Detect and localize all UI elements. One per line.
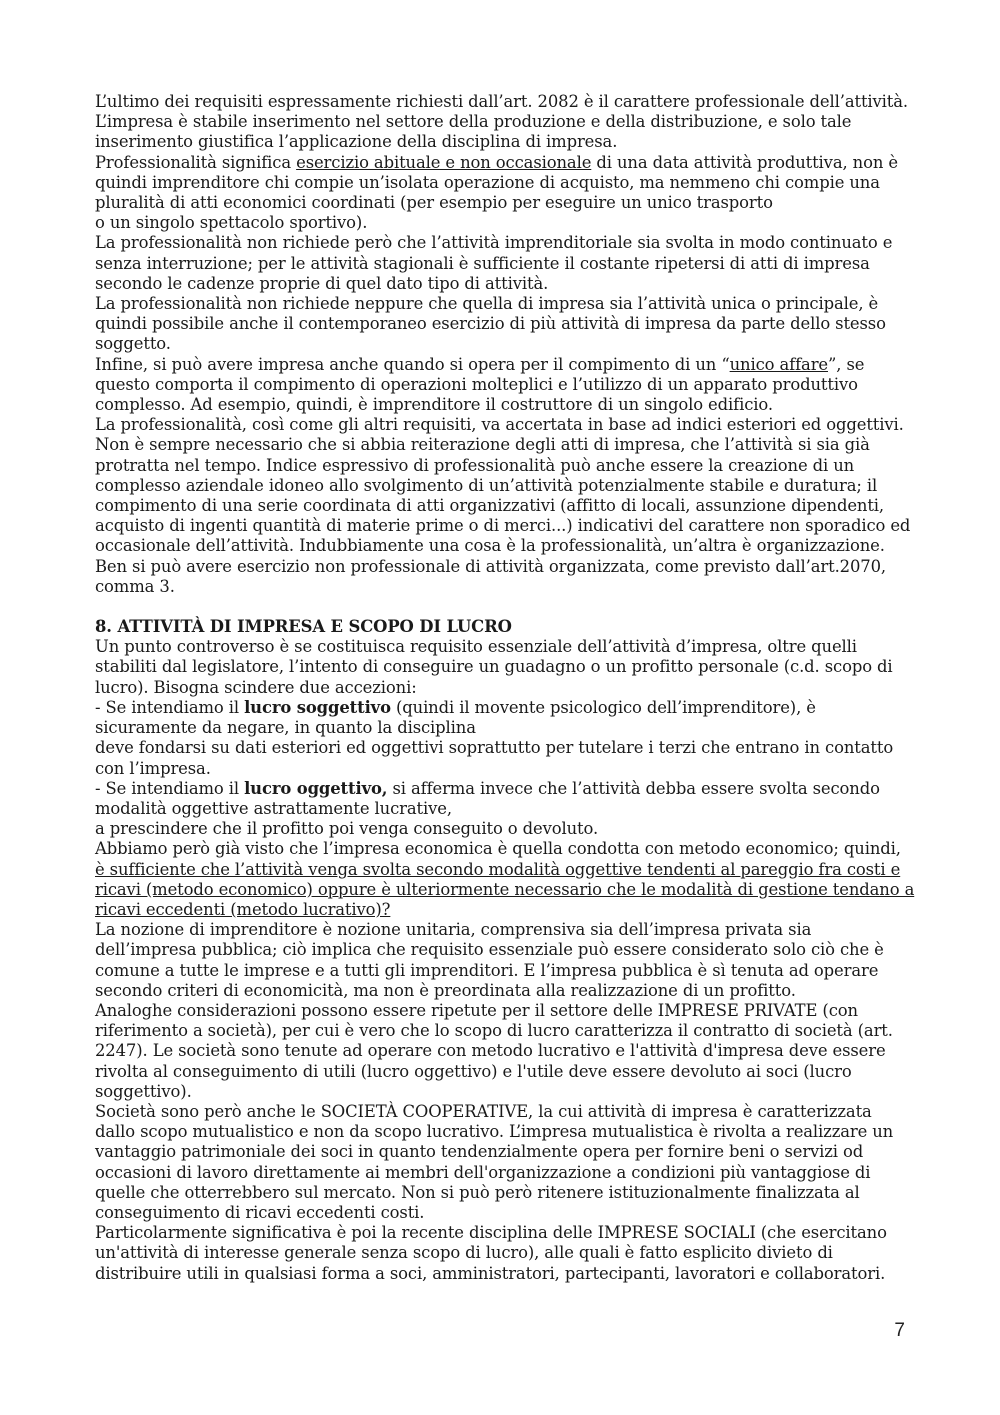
bold-term: lucro oggettivo, (244, 778, 388, 798)
page-number: 7 (894, 1320, 905, 1341)
text-line: secondo le cadenze proprie di quel dato tipo di attività. (95, 273, 549, 293)
bold-term: lucro soggettivo (244, 697, 391, 717)
underlined-line: è sufficiente che l’attività venga svolta secondo modalità oggettive tendenti al pareggio fra costi e (95, 859, 901, 879)
text-line: sicuramente da negare, in quanto la disciplina (95, 718, 476, 738)
document-body (95, 92, 915, 1284)
text-line: vantaggio patrimoniale dei soci in quanto tendenzialmente opera per fornire beni o servizi od (95, 1142, 864, 1162)
text-line: Analoghe considerazioni possono essere ripetute per il settore delle IMPRESE PRIVATE (con (95, 1000, 858, 1020)
paragraph-spacer (95, 597, 915, 617)
text-line: La nozione di imprenditore è nozione unitaria, comprensiva sia dell’impresa privata sia (95, 920, 812, 940)
text-line: Società sono però anche le SOCIETÀ COOPERATIVE, la cui attività di impresa è caratterizzata (95, 1101, 872, 1121)
text-line: pluralità di atti economici coordinati (per esempio per eseguire un unico trasporto (95, 193, 773, 213)
text-line: acquisto di ingenti quantità di materie prime o di merci...) indicativi del carattere non sporadico ed (95, 516, 911, 536)
text-line: Un punto controverso è se costituisca requisito essenziale dell’attività d’impresa, oltre quelli (95, 637, 857, 657)
text-line: occasioni di lavoro direttamente ai membri dell'organizzazione a condizioni più vantaggiose di (95, 1162, 871, 1182)
text-line: stabiliti dal legislatore, l’intento di conseguire un guadagno o un profitto personale (c.d. scopo di (95, 657, 893, 677)
text-line: quelle che otterrebbero sul mercato. Non si può però ritenere istituzionalmente finalizzata al (95, 1182, 860, 1202)
text-line: soggetto. (95, 334, 171, 354)
text-line: questo comporta il compimento di operazioni molteplici e l’utilizzo di un apparato produttivo (95, 374, 858, 394)
text-line: 2247). Le società sono tenute ad operare con metodo lucrativo e l'attività d'impresa deve essere (95, 1041, 886, 1061)
text-line: occasionale dell’attività. Indubbiamente una cosa è la professionalità, un’altra è organizzazione. (95, 536, 885, 556)
text-line: conseguimento di ricavi eccedenti costi. (95, 1202, 425, 1222)
text-line: distribuire utili in qualsiasi forma a soci, amministratori, partecipanti, lavoratori e collaboratori. (95, 1263, 886, 1283)
text-line: dallo scopo mutualistico e non da scopo lucrativo. L’impresa mutualistica è rivolta a realizzare un (95, 1122, 894, 1142)
text-line: complesso. Ad esempio, quindi, è imprenditore il costruttore di un singolo edificio. (95, 395, 773, 415)
text-run: (quindi il movente psicologico dell’imprenditore), è (390, 697, 816, 717)
text-line: L’ultimo dei requisiti espressamente richiesti dall’art. 2082 è il carattere professionale dell’attività. (95, 92, 909, 111)
text-line: comune a tutte le imprese e a tutti gli imprenditori. E l’impresa pubblica è sì tenuta ad operare (95, 960, 879, 980)
text-line: rivolta al conseguimento di utili (lucro oggettivo) e l'utile deve essere devoluto ai soci (lucro (95, 1061, 852, 1081)
text-line: Particolarmente significativa è poi la recente disciplina delle IMPRESE SOCIALI (che esercitano (95, 1223, 887, 1243)
underlined-phrase: unico affare (729, 354, 828, 374)
text-run: - Se intendiamo il (95, 697, 245, 717)
underlined-line: ricavi (metodo economico) oppure è ulteriormente necessario che le modalità di gestione tendano a (95, 879, 915, 899)
underlined-line: ricavi eccedenti (metodo lucrativo)? (95, 899, 391, 919)
section-heading: 8. ATTIVITÀ DI IMPRESA E SCOPO DI LUCRO (95, 617, 512, 637)
text-line: riferimento a società), per cui è vero che lo scopo di lucro caratterizza il contratto di società (art. (95, 1021, 893, 1041)
text-line: La professionalità non richiede neppure che quella di impresa sia l’attività unica o principale, è (95, 294, 879, 314)
text-line (95, 355, 915, 375)
text-line: quindi imprenditore chi compie un’isolata operazione di acquisto, ma nemmeno chi compie una (95, 172, 880, 192)
text-line: modalità oggettive astrattamente lucrative, (95, 798, 452, 818)
text-line: un'attività di interesse generale senza scopo di lucro), alle quali è fatto esplicito divieto di (95, 1243, 833, 1263)
text-line: a prescindere che il profitto poi venga conseguito o devoluto. (95, 819, 599, 839)
text-line (95, 698, 915, 718)
text-line: con l’impresa. (95, 758, 211, 778)
text-run: Infine, si può avere impresa anche quando si opera per il compimento di un “ (95, 354, 730, 374)
text-run: Professionalità significa (95, 152, 297, 172)
text-line: La professionalità, così come gli altri requisiti, va accertata in base ad indici esteriori ed oggettivi. (95, 415, 904, 435)
text-line: La professionalità non richiede però che l’attività imprenditoriale sia svolta in modo continuato e (95, 233, 893, 253)
text-line: Non è sempre necessario che si abbia reiterazione degli atti di impresa, che l’attività si sia già (95, 435, 870, 455)
text-line: soggettivo). (95, 1081, 192, 1101)
text-run: di una data attività produttiva, non è (591, 152, 898, 172)
text-line: L’impresa è stabile inserimento nel settore della produzione e della distribuzione, e solo tale (95, 112, 852, 132)
text-line: compimento di una serie coordinata di atti organizzativi (affitto di locali, assunzione dipendenti, (95, 496, 885, 516)
text-line (95, 153, 915, 173)
text-line: quindi possibile anche il contemporaneo esercizio di più attività di impresa da parte dello stesso (95, 314, 886, 334)
text-line: dell’impresa pubblica; ciò implica che requisito essenziale può essere considerato solo ciò che è (95, 940, 884, 960)
text-line: Abbiamo però già visto che l’impresa economica è quella condotta con metodo economico; quindi, (95, 839, 901, 859)
text-line: senza interruzione; per le attività stagionali è sufficiente il costante ripetersi di atti di impresa (95, 253, 870, 273)
text-run: - Se intendiamo il (95, 778, 245, 798)
text-line: secondo criteri di economicità, ma non è preordinata alla realizzazione di un profitto. (95, 980, 796, 1000)
text-run: ”, se (828, 354, 865, 374)
text-line: protratta nel tempo. Indice espressivo di professionalità può anche essere la creazione di un (95, 455, 855, 475)
text-line (95, 779, 915, 799)
text-line: Ben si può avere esercizio non professionale di attività organizzata, come previsto dall’art.2070, (95, 556, 886, 576)
text-line: deve fondarsi su dati esteriori ed oggettivi soprattutto per tutelare i terzi che entrano in contatto (95, 738, 894, 758)
text-run: si afferma invece che l’attività debba essere svolta secondo (387, 778, 880, 798)
underlined-phrase: esercizio abituale e non occasionale (296, 152, 592, 172)
text-line: comma 3. (95, 576, 175, 596)
text-line: inserimento giustifica l’applicazione della disciplina di impresa. (95, 132, 618, 152)
text-line: lucro). Bisogna scindere due accezioni: (95, 677, 417, 697)
text-line: o un singolo spettacolo sportivo). (95, 213, 368, 233)
text-line: complesso aziendale idoneo allo svolgimento di un’attività potenzialmente stabile e duratura; il (95, 475, 878, 495)
